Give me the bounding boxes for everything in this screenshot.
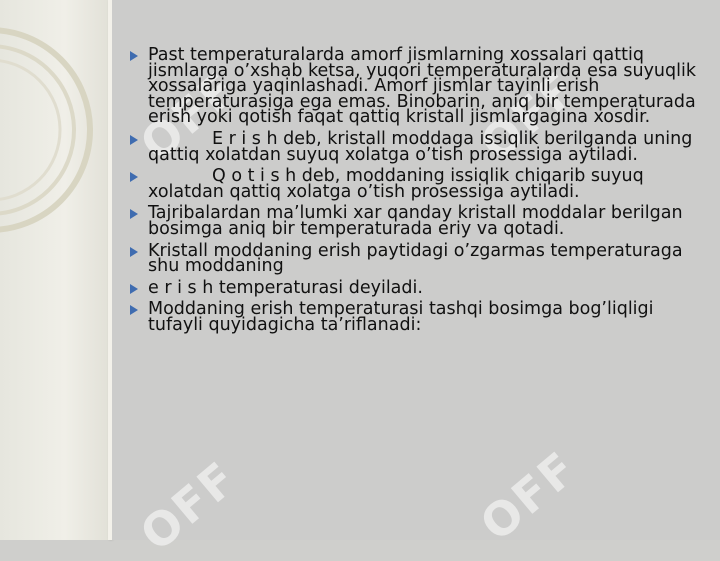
bullet-text: Moddaning erish temperaturasi tashqi bosimga bog’liqligi tufayli quyidagicha ta’riflanadi: bbox=[148, 299, 654, 335]
watermark: OFF bbox=[130, 450, 248, 561]
decorative-left-band bbox=[0, 0, 108, 540]
bullet-arrow-icon bbox=[130, 51, 138, 61]
bullet-item bbox=[130, 166, 708, 202]
bullet-item bbox=[130, 240, 708, 277]
watermark: OFF bbox=[470, 60, 588, 172]
bullet-item bbox=[130, 128, 708, 165]
watermark: OFF bbox=[470, 440, 588, 552]
bullet-text: Q o t i s h deb, moddaning issiqlik chiqarib suyuq xolatdan qattiq xolatga o’tish prosessiga aytiladi. bbox=[148, 166, 644, 202]
bullet-arrow-icon bbox=[130, 284, 138, 294]
decorative-rings bbox=[0, 20, 100, 240]
bullet-text: Kristall moddaning erish paytidagi o’zgarmas temperaturaga shu moddaning bbox=[148, 240, 683, 277]
bullet-item bbox=[130, 45, 708, 128]
bullet-arrow-icon bbox=[130, 135, 138, 145]
bullet-text: Past temperaturalarda amorf jismlarning xossalari qattiq jismlarga o’xshab ketsa, yuqori temperaturalarda esa suyuqlik xossalariga yaqinlashadi. Amorf jismlar tayinli erish temperaturasiga ega emas. Binobarin, aniq bir temperaturada erish yoki qotish faqat qattiq kristall jismlargagina xosdir. bbox=[148, 45, 696, 128]
bullet-arrow-icon bbox=[130, 209, 138, 219]
bullet-arrow-icon bbox=[130, 247, 138, 257]
bullet-arrow-icon bbox=[130, 305, 138, 315]
bullet-arrow-icon bbox=[130, 172, 138, 182]
bullet-item bbox=[130, 299, 708, 335]
bullet-text: Tajribalardan ma’lumki xar qanday kristall moddalar berilgan bosimga aniq bir temperaturada eriy va qotadi. bbox=[148, 203, 683, 239]
bullet-list bbox=[130, 45, 708, 340]
watermark: OFF bbox=[130, 60, 248, 172]
bullet-item bbox=[130, 203, 708, 239]
bullet-item bbox=[130, 277, 708, 298]
bullet-text: e r i s h temperaturasi deyiladi. bbox=[148, 277, 423, 298]
bullet-text: E r i s h deb, kristall moddaga issiqlik berilganda uning qattiq xolatdan suyuq xolatga o’tish prosessiga aytiladi. bbox=[148, 128, 693, 165]
